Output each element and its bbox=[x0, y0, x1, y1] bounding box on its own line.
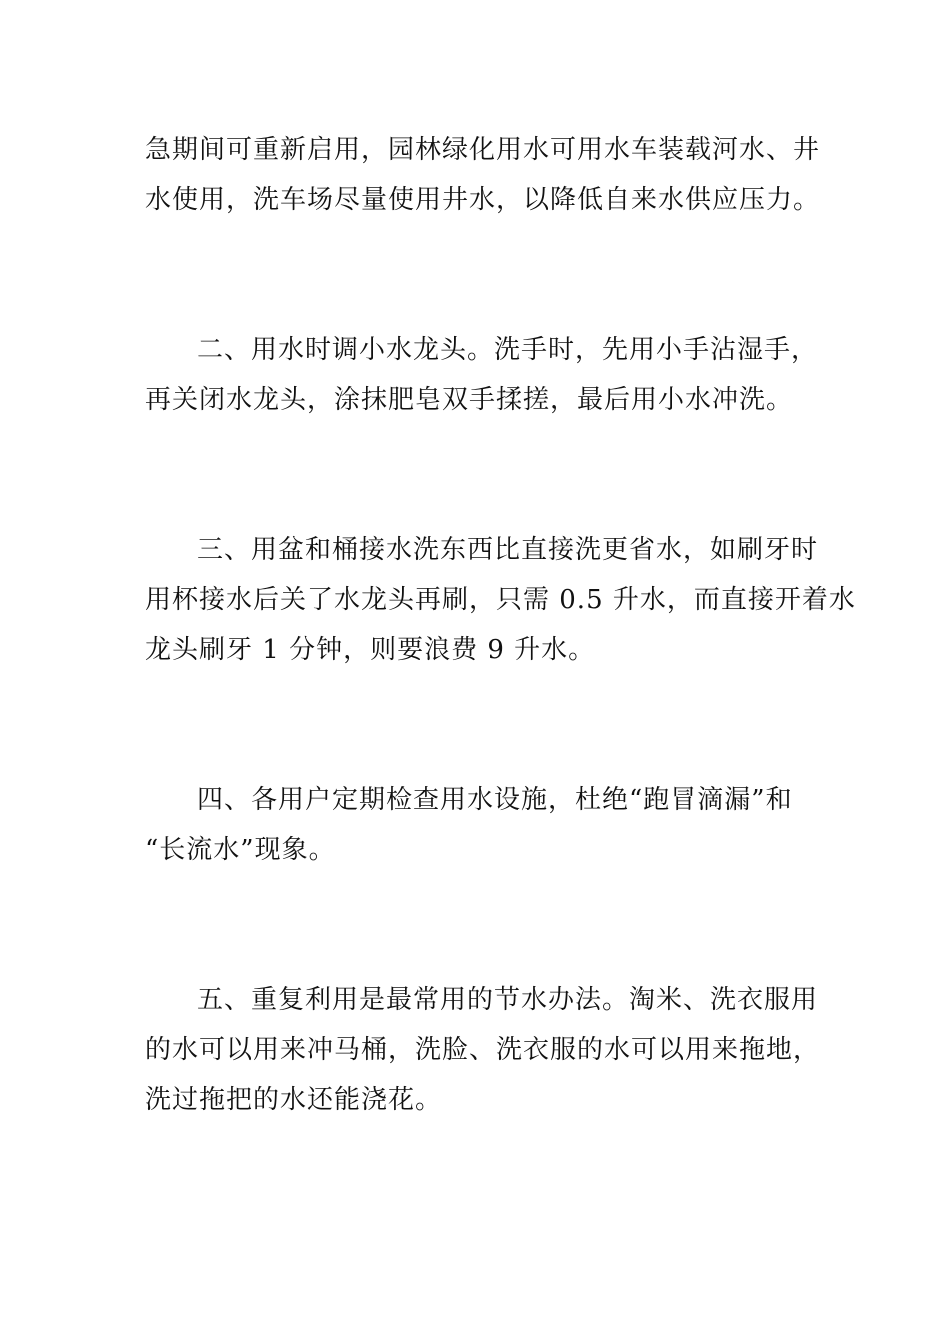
paragraph-line: 三、用盆和桶接水洗东西比直接洗更省水，如刷牙时 bbox=[197, 535, 819, 565]
paragraph-line: 急期间可重新启用，园林绿化用水可用水车装载河水、井 bbox=[145, 135, 821, 165]
paragraph-line: 洗过拖把的水还能浇花。 bbox=[145, 1085, 443, 1115]
paragraph-line: 再关闭水龙头，涂抹肥皂双手揉搓，最后用小水冲洗。 bbox=[145, 385, 794, 415]
paragraph-line: 二、用水时调小水龙头。洗手时，先用小手沾湿手， bbox=[197, 335, 819, 365]
paragraph-line: 的水可以用来冲马桶，洗脸、洗衣服的水可以用来拖地， bbox=[145, 1035, 821, 1065]
paragraph-line: “长流水”现象。 bbox=[145, 835, 336, 865]
paragraph-line: 五、重复利用是最常用的节水办法。淘米、洗衣服用 bbox=[197, 985, 819, 1015]
paragraph-line: 水使用，洗车场尽量使用井水，以降低自来水供应压力。 bbox=[145, 185, 821, 215]
paragraph-line: 龙头刷牙 1 分钟，则要浪费 9 升水。 bbox=[145, 635, 596, 665]
paragraph-line: 四、各用户定期检查用水设施，杜绝“跑冒滴漏”和 bbox=[197, 785, 793, 815]
paragraph-line: 用杯接水后关了水龙头再刷，只需 0.5 升水，而直接开着水 bbox=[145, 585, 856, 615]
